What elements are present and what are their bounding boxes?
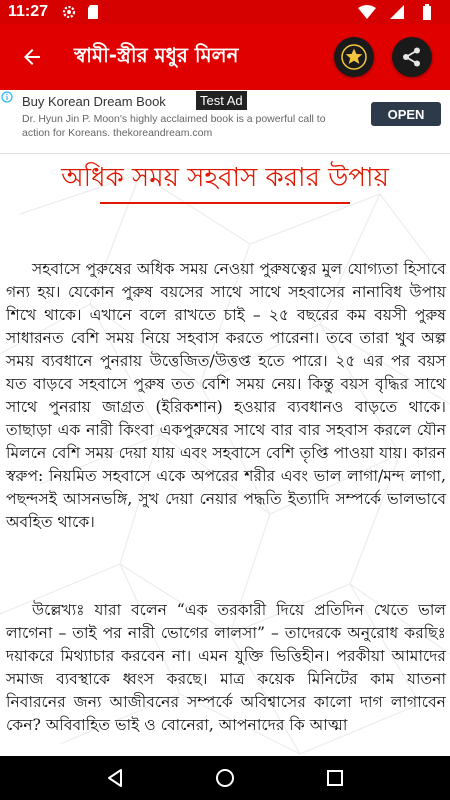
- signal-icon: [388, 3, 406, 21]
- ad-open-button[interactable]: OPEN: [371, 102, 441, 126]
- settings-gear-icon: [60, 3, 78, 21]
- nav-home-icon: [215, 768, 235, 788]
- article-paragraph-1: সহবাসে পুরুষের অধিক সময় নেওয়া পুরুষত্বের মুল যোগ্যতা হিসাবে গন্য হয়। যেকোন পুরুষ বয়সের সাথে সাথে সহবাসের নানাবিধ উপায় শিখে থাকে। এখানে বলে রাখতে চাই – ২৫ বছরের কম বয়সী পুরুষ সাধারনত বেশি সময় নিয়ে সহবাস করতে পারেনা। তবে তারা খুব অল্প সময় ব্যবধানে পুনরায় উত্তেজিত/উত্তপ্ত হতে পারে। ২৫ এর পর বয়স যত বাড়বে সহবাসে পুরুষ তত বেশি সময় নেয়। কিন্তু বয়স বৃদ্ধির সাথে সাথে পুনরায় জাগ্রত (ইরিকশান) হওয়ার ব্যবধানও বাড়তে থাকে।তাছাড়া এক নারী কিংবা একপুরুষের সাথে বার বার সহবাস করলে যৌন মিলনে বেশি সময় দেয়া যায় এবং সহবাসে বেশি তৃপ্তি পাওয়া যায়। কারন স্বরুপ: নিয়মিত সহবাসে একে অপরের শরীর এবং ভাল লাগা/মন্দ লাগা, পছন্দসই আসনভঙ্গি, সুখ দেয়া নেয়ার পদ্ধতি ইত্যাদি সম্পর্কে ভালভাবে অবহিত থাকে।: [6, 260, 446, 531]
- ad-banner[interactable]: [0, 90, 450, 154]
- ad-info-icon[interactable]: [0, 90, 14, 104]
- battery-icon: [418, 3, 436, 21]
- nav-recents-icon: [326, 769, 344, 787]
- wifi-icon: [358, 3, 376, 21]
- nav-recents-button[interactable]: [315, 758, 355, 798]
- app-bar: [0, 24, 450, 90]
- status-bar: [0, 0, 450, 24]
- nav-home-button[interactable]: [205, 758, 245, 798]
- arrow-left-icon: [20, 45, 44, 69]
- sd-card-icon: [84, 3, 102, 21]
- favorite-button[interactable]: [334, 37, 374, 77]
- share-button[interactable]: [392, 37, 432, 77]
- status-time: 11:27: [8, 3, 49, 20]
- ad-title[interactable]: Buy Korean Dream Book: [22, 94, 166, 109]
- article-content[interactable]: [0, 154, 450, 756]
- nav-back-button[interactable]: [95, 758, 135, 798]
- star-icon: [340, 43, 368, 71]
- article-title: অধিক সময় সহবাস করার উপায়: [61, 163, 389, 193]
- ad-description[interactable]: Dr. Hyun Jin P. Moon's highly acclaimed book is a powerful call to action for Koreans. thekoreandream.com: [22, 113, 326, 139]
- system-nav-bar: [0, 756, 450, 800]
- title-underline: [100, 202, 350, 204]
- back-button[interactable]: [4, 29, 60, 85]
- test-ad-label: Test Ad: [196, 91, 247, 110]
- article-paragraph-2: উল্লেখ্যঃ যারা বলেন “এক তরকারী দিয়ে প্রতিদিন খেতে ভাল লাগেনা – তাই পর নারী ভোগের লালসা” – তাদেরকে অনুরোধ করছিঃ দয়াকরে মিথ্যাচার করবেন না। এমন যুক্তি ভিত্তিহীন। পরকীয়া আমাদের সমাজ ব্যবস্থাকে ধ্বংস করছে। মাত্র কয়েক মিনিটের কাম যাতনা নিবারনের জন্য আজীবনের সম্পর্কে অবিশ্বাসের কালো দাগ লাগাবেন কেন? অবিবাহিত ভাই ও বোনেরা, আপনাদের কি আত্মা: [6, 601, 446, 734]
- status-right-icons: [358, 3, 442, 21]
- app-title: স্বামী-স্ত্রীর মধুর মিলন: [74, 42, 239, 67]
- nav-back-icon: [105, 768, 125, 788]
- share-icon: [401, 46, 423, 68]
